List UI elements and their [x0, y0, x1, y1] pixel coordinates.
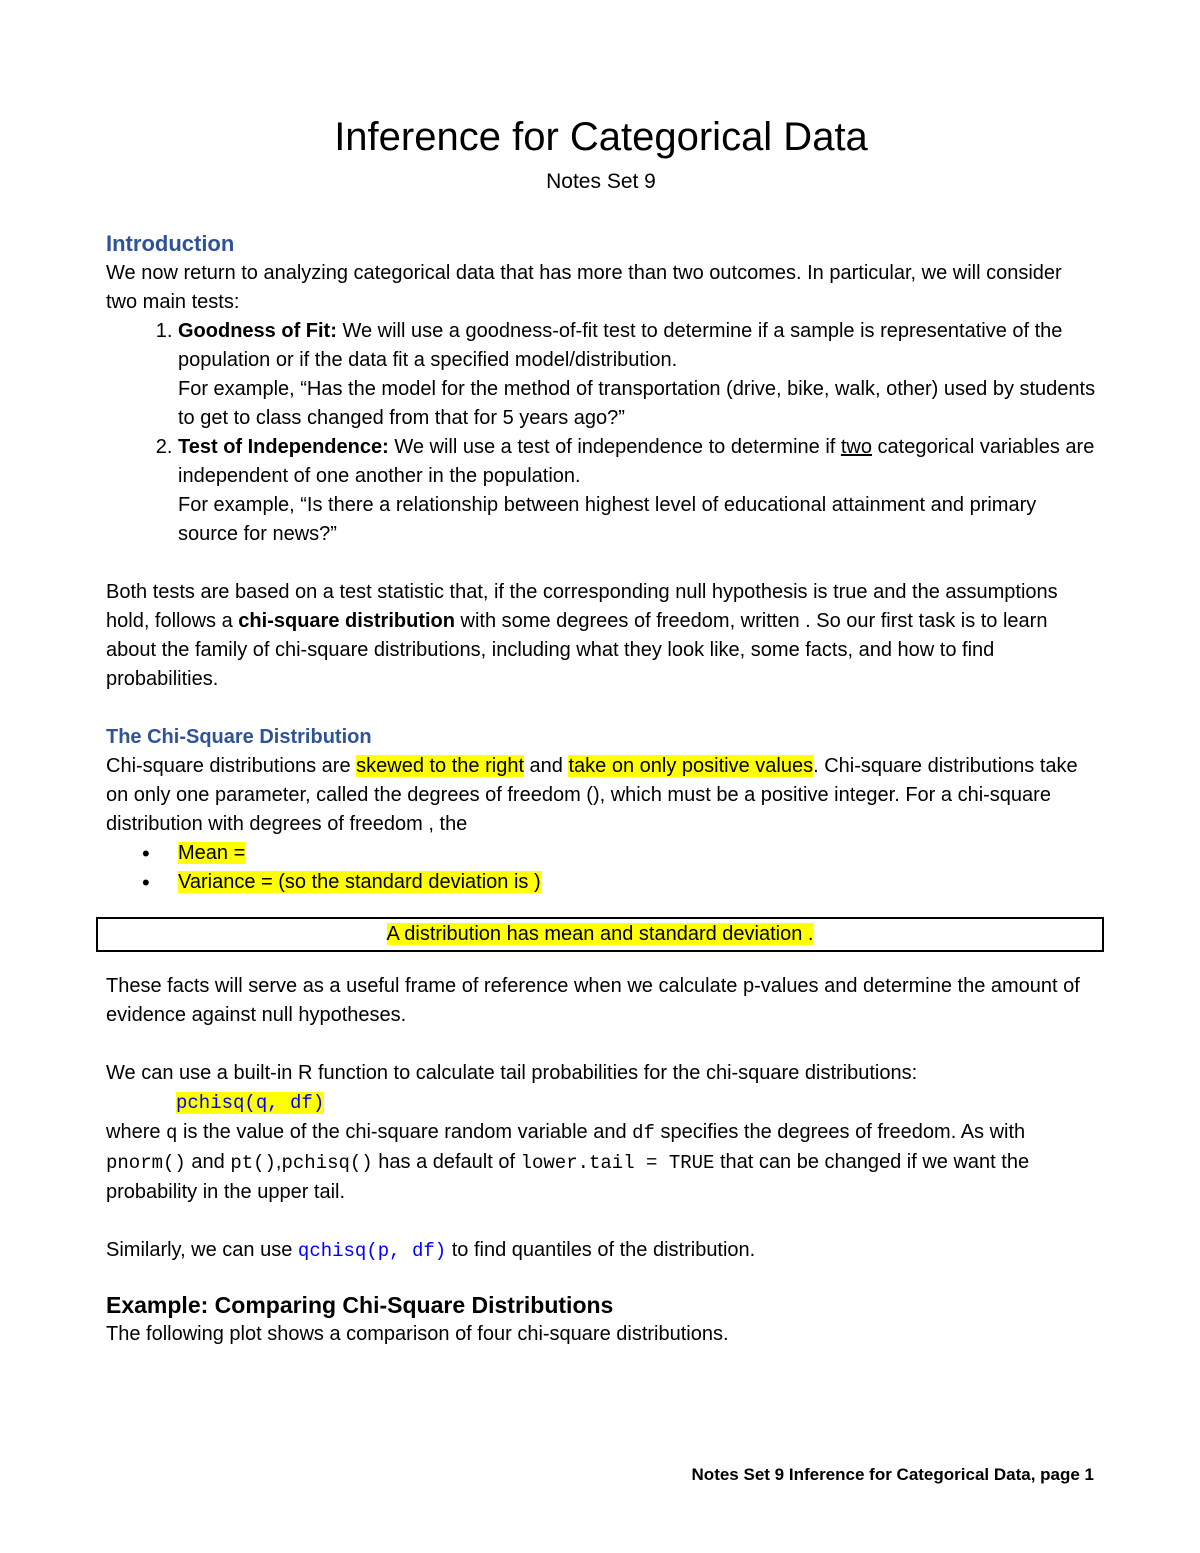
code-inline: pnorm() — [106, 1152, 186, 1174]
both-tests-paragraph — [106, 578, 1096, 694]
highlight-skewed: skewed to the right — [356, 755, 524, 777]
code-inline: df — [632, 1122, 655, 1144]
text-run: Similarly, we can use — [106, 1239, 298, 1261]
text-run: and — [524, 755, 569, 777]
bullet-mean: Mean = — [178, 842, 246, 864]
text-run: that can be changed if we want the probability in the upper tail. — [106, 1151, 1030, 1203]
chi-paragraph — [106, 752, 1096, 839]
tests-list — [106, 317, 1096, 549]
item-example: For example, “Is there a relationship between highest level of educational attainment and primary source for news?” — [178, 494, 1037, 545]
text-run: is the value of the chi-square random variable and — [177, 1121, 633, 1143]
document-page — [106, 112, 1096, 1349]
facts-list — [106, 839, 1096, 897]
list-item — [178, 868, 1096, 897]
text-run: specifies the degrees of freedom. As with — [654, 1121, 1026, 1143]
code-inline: q — [166, 1122, 178, 1144]
item-text: We will use a goodness-of-fit test to determine if a sample is representative of the population or if the data fit a specified model/distribution. — [178, 320, 1063, 371]
text-run: Both tests are based on a test statistic that, if the corresponding null hypothesis is true and the assumptions hold, follows a — [106, 581, 1058, 632]
list-item — [178, 433, 1096, 549]
code-inline: lower.tail = TRUE — [520, 1152, 715, 1174]
term-goodness-of-fit: Goodness of Fit: — [178, 320, 337, 342]
facts-paragraph: These facts will serve as a useful frame of reference when we calculate p-values and determine the amount of evidence against null hypotheses. — [106, 975, 1080, 1026]
summary-box — [96, 917, 1104, 952]
item-text: We will use a test of independence to determine if — [388, 436, 841, 458]
summary-text: A distribution has mean and standard deviation . — [386, 923, 814, 945]
text-run: Chi-square distributions are — [106, 755, 357, 777]
text-run: and — [185, 1151, 231, 1173]
heading-example: Example: Comparing Chi-Square Distributions — [106, 1292, 614, 1318]
heading-chi-square-distribution: The Chi-Square Distribution — [106, 726, 372, 748]
intro-paragraph: We now return to analyzing categorical data that has more than two outcomes. In particular, we will consider two main tests: — [106, 262, 1062, 313]
code-inline: pt() — [230, 1152, 276, 1174]
page-footer: Notes Set 9 Inference for Categorical Data, page 1 — [691, 1465, 1094, 1484]
text-run: has a default of — [372, 1151, 521, 1173]
list-item — [178, 839, 1096, 868]
where-paragraph — [106, 1118, 1096, 1207]
page-subtitle: Notes Set 9 — [546, 170, 656, 193]
bold-term: chi-square distribution — [238, 610, 455, 632]
page-title: Inference for Categorical Data — [334, 115, 868, 159]
highlight-positive: take on only positive values — [568, 755, 814, 777]
code-pchisq: pchisq(q, df) — [176, 1092, 325, 1114]
text-run: , — [275, 1151, 282, 1173]
similarly-paragraph — [106, 1236, 1096, 1266]
text-run: . Chi-square distributions take on only one parameter, called the degrees of freedom (), which must be a positive integer. For a chi-square distribution with degrees of freedom , the — [106, 755, 1078, 835]
underlined-word: two — [840, 436, 872, 458]
item-example: For example, “Has the model for the method of transportation (drive, bike, walk, other) used by students to get to class changed from that for 5 years ago?” — [178, 378, 1096, 429]
code-inline: pchisq() — [281, 1152, 373, 1174]
bullet-variance: Variance = (so the standard deviation is ) — [178, 871, 541, 893]
example-paragraph: The following plot shows a comparison of four chi-square distributions. — [106, 1323, 729, 1345]
list-item — [178, 317, 1096, 433]
text-run: with some degrees of freedom, written . So our first task is to learn about the family of chi-square distributions, including what they look like, some facts, and how to find probabilities. — [106, 610, 1048, 690]
item-text: categorical variables are independent of one another in the population. — [178, 436, 1095, 487]
text-run: to find quantiles of the distribution. — [446, 1239, 756, 1261]
heading-introduction: Introduction — [106, 231, 235, 256]
text-run: where — [106, 1121, 167, 1143]
term-test-of-independence: Test of Independence: — [178, 436, 389, 458]
code-qchisq: qchisq(p, df) — [297, 1240, 447, 1262]
code-line — [106, 1088, 1096, 1118]
r-function-paragraph: We can use a built-in R function to calculate tail probabilities for the chi-square distributions: — [106, 1062, 918, 1084]
